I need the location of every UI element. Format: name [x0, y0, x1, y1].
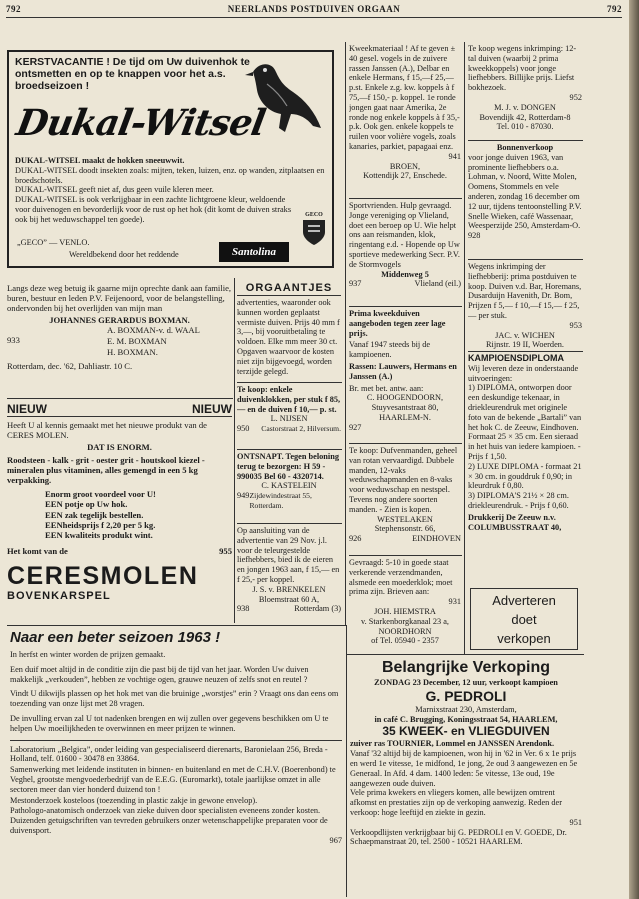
ad-number: 951: [569, 817, 582, 827]
hoogendoorn-name: C. HOOGENDOORN,: [366, 393, 444, 403]
boxman-text: Langs deze weg betuig ik gaarne mijn oprechte dank aan familie, buren, bestuur en leden P.V. Feijenoord, voor de belangstelling, ondervonden bij het overlijden van mijn man: [7, 283, 232, 314]
broen-ad: [349, 44, 461, 196]
stormvogels-ad: [349, 201, 461, 305]
stormvogels-text: Sportvrienden. Hulp gevraagd. Jonge vereniging op Vlieland, doet een beroep op U. Wie helpt ons aan reismanden, klok, ringentang e.d. - Hopende op Uw sportieve medewerking Secr. P.V. de Stormvogels: [349, 201, 460, 269]
organtjes-box: [237, 282, 341, 382]
brenkelen-city: Rotterdam (3): [294, 604, 341, 614]
ceres-benefit-1: Enorm groot voordeel voor U!: [45, 489, 156, 500]
ceres-desc: Roodsteen - kalk - grit - oester grit - houtskool kiezel - mineralen plus vitaminen, alles gemengd in een 5 kg verpakking.: [7, 454, 205, 486]
ceres-benefit-2: EEN potje op Uw hok.: [45, 499, 128, 510]
pedroli-zuiver: zuiver ras TOURNIER, Lommel en JANSSEN Arendonk.: [350, 739, 555, 749]
pedroli-cafe: in café C. Brugging, Koningsstraat 54, HAARLEM,: [374, 714, 558, 724]
bonnen-text: voor jonge duiven 1963, van prominente liefhebbers o.a. Lohman, v. Noord, Witte Molen, Oomens, Stommels en vele anderen, zondag 16 december om 12 uur, tijdens tentoonstelling P.V. Snelle Wieken, café Wassenaar, Weesperzijde 250, Amsterdam-O.: [468, 152, 582, 231]
seizoen-title: Naar een beter seizoen 1963 !: [10, 629, 221, 646]
dukal-geco: „GECO” — VENLO.: [17, 238, 90, 247]
ceresmolen-place: BOVENKARSPEL: [7, 590, 111, 603]
ceres-benefits: [45, 489, 232, 540]
ad-number: 967: [329, 835, 342, 845]
bonnenverkoop-ad: [468, 143, 582, 257]
ceres-dat: DAT IS ENORM.: [87, 442, 152, 453]
pedroli-text: Vanaf '32 altijd bij de kampioenen, won hij in '62 in Ver. 6 x 1e prijs en werd 1e vitesse, 1e midfond, 1e jong, 2e oud 3 aangewezen en 5e Generaal. In Afd. 4 dam. 1400 leden: 5e vitesse, 13e oud, 19e aangewezen oude duiven.: [350, 749, 578, 788]
dongen-name: M. J. v. DONGEN: [494, 102, 556, 112]
diploma-intro: Wij leveren deze in onderstaande uitvoeringen:: [468, 363, 579, 383]
dukal-line-2: DUKAL-WITSEL doodt insekten zoals: mijten, teken, luizen, enz. op wanden, zitplaatsen en broedschotels.: [15, 165, 325, 185]
boxman-footer: Rotterdam, dec. '62, Dahliastr. 10 C.: [7, 360, 133, 371]
hiemstra-addr: v. Starkenborgkanaal 23 a,: [360, 616, 449, 626]
westelaken-city: EINDHOVEN: [412, 534, 461, 544]
seizoen-p4: De invulling ervan zal U tot nadenken brengen en wij zullen over gegevens beschikken om U te helpen Uw moeilijkheden te overwinnen en meer prijzen te winnen.: [10, 713, 329, 733]
santolina-logo: Santolina: [219, 242, 289, 262]
adverteren-line-2: doet: [511, 612, 537, 627]
hoogendoorn-addr: Stuyvesantstraat 80,: [371, 403, 439, 413]
broen-name: BROEN,: [389, 161, 421, 171]
organtjes-title: ORGAANTJES: [237, 282, 341, 296]
wichen-name: JAC. v. WICHEN: [495, 330, 555, 340]
pedroli-text-2: Vele prima kwekers en vliegers komen, alle bewijzen omtrent afkomst en prestaties zijn op de verkoping aanwezig. Reden der verkoop: hoge leeftijd en ziekte in gezin.: [350, 788, 562, 817]
hoogendoorn-agent: Br. met bet. antw. aan:: [349, 383, 424, 393]
broen-text: Kweekmateriaal ! Af te geven ± 40 gesel. vogels in de zuivere rassen Janssen (A.), Delbar en enkele Hermans, f 15,—f 25,— p.st. Enkele z.g. kw. koppels à f 75,—f 150,- p. koppel. 1e ronde jongen gaat naar Amerika, 2e ronde nog enkele koppels à f 35,- p.k. Ook gen. enkele koppels te ruilen voor volière vogels, zoals kanaries, parkiet, papagaai enz.: [349, 44, 460, 151]
seizoen-f2: Samenwerking met leidende instituten in binnen- en buitenland en met de C.H.V. (Boerenbond) te Veghel, grootste mengvoederbedrijf van de E.E.G. (Euromarkt), totale jaarlijkse omzet in alle sectoren meer dan vier honderd duizend ton !: [10, 765, 336, 794]
seizoen-p2: Een duif moet altijd in de conditie zijn die past bij de tijd van het jaar. Worden Uw duiven makkelijk „verkouden”, hebben ze vochtige ogen, grauwe neuzen of zelfs snot en reutel ?: [10, 664, 309, 684]
nijsen-addr: Castorstraat 2, Hilversum.: [261, 424, 341, 434]
pedroli-ad: [350, 658, 582, 896]
hiemstra-text: Gevraagd: 5-10 in goede staat verkerende verzendmanden, alsmede een moederklok; moet prima zijn. Brieven aan:: [349, 558, 453, 597]
hiemstra-name: JOH. HIEMSTRA: [374, 606, 436, 616]
nieuw-banner: [7, 402, 232, 417]
dukal-body: [15, 156, 329, 225]
ceresmolen-ad: [7, 402, 232, 620]
wichen-addr: Rijnstr. 19 II, Woerden.: [486, 340, 564, 350]
dukal-brand-line: Wereldbekend door het reddende: [69, 250, 179, 259]
boxman-signature-3: H. BOXMAN.: [107, 346, 158, 357]
ceres-benefit-5: EEN kwaliteits produkt wint.: [45, 530, 153, 541]
pedroli-big: 35 KWEEK- en VLIEGDUIVEN: [382, 724, 550, 739]
boxman-signature-1: A. BOXMAN-v. d. WAAL: [107, 324, 200, 335]
diploma-printer: Drukkerij De Zeeuw n.v.: [468, 512, 556, 522]
ad-number: 937: [349, 279, 362, 289]
nijsen-name: L. NIJSEN: [270, 414, 308, 424]
seizoen-f4: Pathologo-anatomisch onderzoek van zieke duiven door specialisten eveneens zonder kosten. Duizenden getuigschriften van tevreden gebruikers onzer wetenschappelijke preparaten voor de duivensport.: [10, 806, 328, 835]
ad-number: 926: [349, 534, 362, 544]
publication-title: NEERLANDS POSTDUIVEN ORGAAN: [227, 4, 401, 14]
brenkelen-ad: [237, 526, 341, 622]
ceres-komt: Het komt van de: [7, 546, 68, 557]
kastelein-text: ONTSNAPT. Tegen beloning terug te bezorgen: H 59 - 990035 Bel 60 - 4320714.: [237, 452, 339, 481]
ad-number: 933: [7, 334, 20, 345]
page-header: [6, 4, 622, 18]
dukal-line-3: DUKAL-WITSEL geeft niet af, dus geen vuile kleren meer.: [15, 185, 214, 195]
westelaken-ad: [349, 446, 461, 554]
brenkelen-addr: Bloemstraat 60 A,: [258, 594, 320, 604]
page-number-left: 792: [6, 4, 21, 14]
ceres-intro: Heeft U al kennis gemaakt met het nieuwe produkt van de CERES MOLEN.: [7, 420, 207, 441]
dukal-line-1: DUKAL-WITSEL maakt de hokken sneeuwwit.: [15, 156, 185, 165]
boxman-name: JOHANNES GERARDUS BOXMAN.: [49, 314, 190, 325]
geco-badge-label: GECO: [305, 212, 323, 218]
kastelein-addr: Zijdewindestraat 55, Rotterdam.: [249, 491, 312, 510]
ad-number: 955: [219, 546, 232, 557]
shield-icon: [301, 218, 327, 246]
diploma-option-1: 1) DIPLOMA, ontworpen door een deskundige tekenaar, in driekleurendruk met originele foto van de bekende „Bartali” van het hok C. de Zeeuw, Eindhoven. Formaat 25 × 35 cm. Een sieraad in het huis van iedere kampioen. - Prijs f 1,50.: [468, 383, 582, 461]
pedroli-name: G. PEDROLI: [425, 687, 507, 704]
dukal-headline: KERSTVACANTIE ! De tijd om Uw duivenhok te ontsmetten en op te knappen voor het a.s. broedseizoen !: [15, 56, 250, 92]
brenkelen-name: J. S. v. BRENKELEN: [252, 584, 326, 594]
diploma-option-2: 2) LUXE DIPLOMA - formaat 21 × 30 cm. in gouddruk f 0,90; in kleurdruk f 0,80.: [468, 461, 582, 491]
boxman-notice: [7, 283, 232, 395]
ceres-benefit-3: EEN zak tegelijk bestellen.: [45, 509, 144, 520]
belgica-ad: [10, 628, 342, 896]
broen-addr: Kottendijk 27, Enschede.: [363, 171, 447, 181]
page-number-right: 792: [607, 4, 622, 14]
dongen-text: Te koop wegens inkrimping: 12-tal duiven (waarbij 2 prima kweekkoppels) voor jonge liefhebbers. Billijke prijs. Liefst bokhezoek.: [468, 44, 577, 93]
page-edge-shadow: [629, 0, 639, 899]
kastelein-ad: [237, 452, 341, 522]
dukal-logo: Dukal-Witsel: [13, 102, 268, 144]
westelaken-name: WESTELAKEN: [377, 514, 433, 524]
organtjes-text: advertenties, waaronder ook kunnen worden geplaatst vermiste duiven. Prijs 40 mm f 3,—, bij vooruitbetaling te voldoen. Elke mm meer 30 ct. Opgaven waarvoor de kosten niet zijn bijgevoegd, worden terzijde gelegd.: [237, 298, 340, 376]
adverteren-line-1: Adverteren: [492, 593, 556, 608]
hiemstra-ad: [349, 558, 461, 652]
ceresmolen-brand: CERESMOLEN: [7, 562, 199, 591]
nijsen-text: Te koop: enkele duivenklokken, per stuk f 85,— en de duiven f 10,— p. st.: [237, 385, 341, 414]
adverteren-line-3: verkopen: [497, 631, 551, 646]
diploma-title: KAMPIOENSDIPLOMA: [468, 354, 565, 363]
stormvogels-addr: Middenweg 5: [381, 269, 429, 279]
ad-number: 928: [468, 231, 481, 241]
ad-number: 953: [569, 320, 582, 330]
brenkelen-text: Op aansluiting van de advertentie van 29 Nov. j.l. voor de teleurgestelde liefhebbers, bied ik de eieren en jongen 1963 aan, f 15,— en f 25,- per koppel.: [237, 526, 340, 584]
seizoen-f1: Laboratorium „Belgica”, onder leiding van gespecialiseerd dierenarts, Baronielaan 256, Breda - Holland, telf. 01600 - 30478 en 33864.: [10, 744, 328, 764]
dongen-ad: [468, 44, 582, 138]
ad-number: 949: [237, 491, 250, 501]
ad-number: 938: [237, 604, 250, 614]
ceres-komt-row: [7, 546, 232, 556]
ad-number: 950: [237, 424, 250, 434]
diploma-option-3: 3) DIPLOMA'S 21½ × 28 cm. driekleurendruk. - Prijs f 0,60.: [468, 491, 569, 510]
boxman-signature-2: E. M. BOXMAN: [107, 335, 167, 346]
ceres-benefit-4: EENheidsprijs f 2,20 per 5 kg.: [45, 519, 156, 530]
kastelein-name: C. KASTELEIN: [261, 481, 317, 491]
westelaken-text: Te koop: Dufvenmanden, geheel van rotan vervaardigd. Dubbele manden, 12-vaks weduwschapmanden en 8-vaks voor weduwschap en nestspel. Tevens nog andere soorten manden. - Zien is kopen.: [349, 446, 458, 514]
pedroli-addr: Marnixstraat 230, Amsterdam,: [415, 704, 517, 714]
seizoen-p1: In herfst en winter worden de prijzen gemaakt.: [10, 650, 166, 659]
dongen-tel: Tel. 010 - 87030.: [496, 122, 554, 132]
adverteren-box: [470, 588, 578, 650]
nieuw-right: NIEUW: [192, 402, 232, 416]
pedroli-footer: Verkoopdlijsten verkrijgbaar bij G. PEDROLI en V. GOEDE, Dr. Schaepmanstraat 20, tel. 2500 - 10521 HAARLEM.: [350, 827, 567, 847]
hoogendoorn-city: HAARLEM-N.: [379, 412, 431, 422]
ad-number: 927: [349, 422, 362, 432]
stormvogels-city: Vlieland (eil.): [414, 279, 461, 289]
diploma-ad: [468, 354, 582, 586]
nijsen-ad: [237, 385, 341, 447]
geco-badge: [301, 212, 327, 248]
dongen-addr: Bovendijk 42, Rotterdam-8: [479, 112, 571, 122]
pedroli-when: ZONDAG 23 December, 12 uur, verkoopt kampioen: [374, 678, 558, 687]
diploma-street: COLUMBUSSTRAAT 40,: [468, 522, 562, 532]
dukal-witsel-ad: [7, 50, 334, 268]
bonnen-title: Bonnenverkoop: [496, 143, 554, 152]
ad-number: 931: [448, 597, 461, 607]
hoogendoorn-text-2: Vanaf 1947 steeds bij de kampioenen.: [349, 340, 431, 360]
seizoen-p3: Vindt U dikwijls plassen op het hok met van die bruinige „worstjes” erin ? Vraagt ons dan eens om toezending van onze lijst met 28 vragen.: [10, 689, 339, 709]
pedroli-title: Belangrijke Verkoping: [381, 659, 551, 676]
hoogendoorn-rassen: Rassen: Lauwers, Hermans en Janssen (A.): [349, 361, 457, 381]
hiemstra-city: NOORDHORN: [378, 626, 432, 636]
nieuw-left: NIEUW: [7, 402, 47, 416]
wichen-ad: [468, 262, 582, 350]
hoogendoorn-ad: [349, 309, 461, 441]
hoogendoorn-text: Prima kweekduiven aangeboden tegen zeer lage prijs.: [349, 309, 446, 338]
seizoen-f3: Mestonderzoek kosteloos (toezending in plastic zakje in gewone envelop).: [10, 795, 258, 805]
westelaken-addr: Stephensonstr. 66,: [374, 524, 436, 534]
hiemstra-tel: of Tel. 05940 - 2357: [371, 636, 439, 646]
wichen-text: Wegens inkrimping der liefhebberij: prima postduiven te koop. Duiven v.d. Bar, Horemans, Dusarduijn Havenith, Dr. Bom, Prijzen f 5,— f 10,—f 15,— f 25,— per stuk.: [468, 262, 582, 320]
ad-number: 941: [448, 151, 461, 161]
dukal-line-4: DUKAL-WITSEL is ook verkrijgbaar in een zachte lichtgroene kleur, weldoende voor duivenogen en bevorderlijk voor de rust op het hok (dit komt de duiven straks ook bij het weduwschappel ten goede).: [15, 195, 292, 224]
ad-number: 952: [569, 92, 582, 102]
